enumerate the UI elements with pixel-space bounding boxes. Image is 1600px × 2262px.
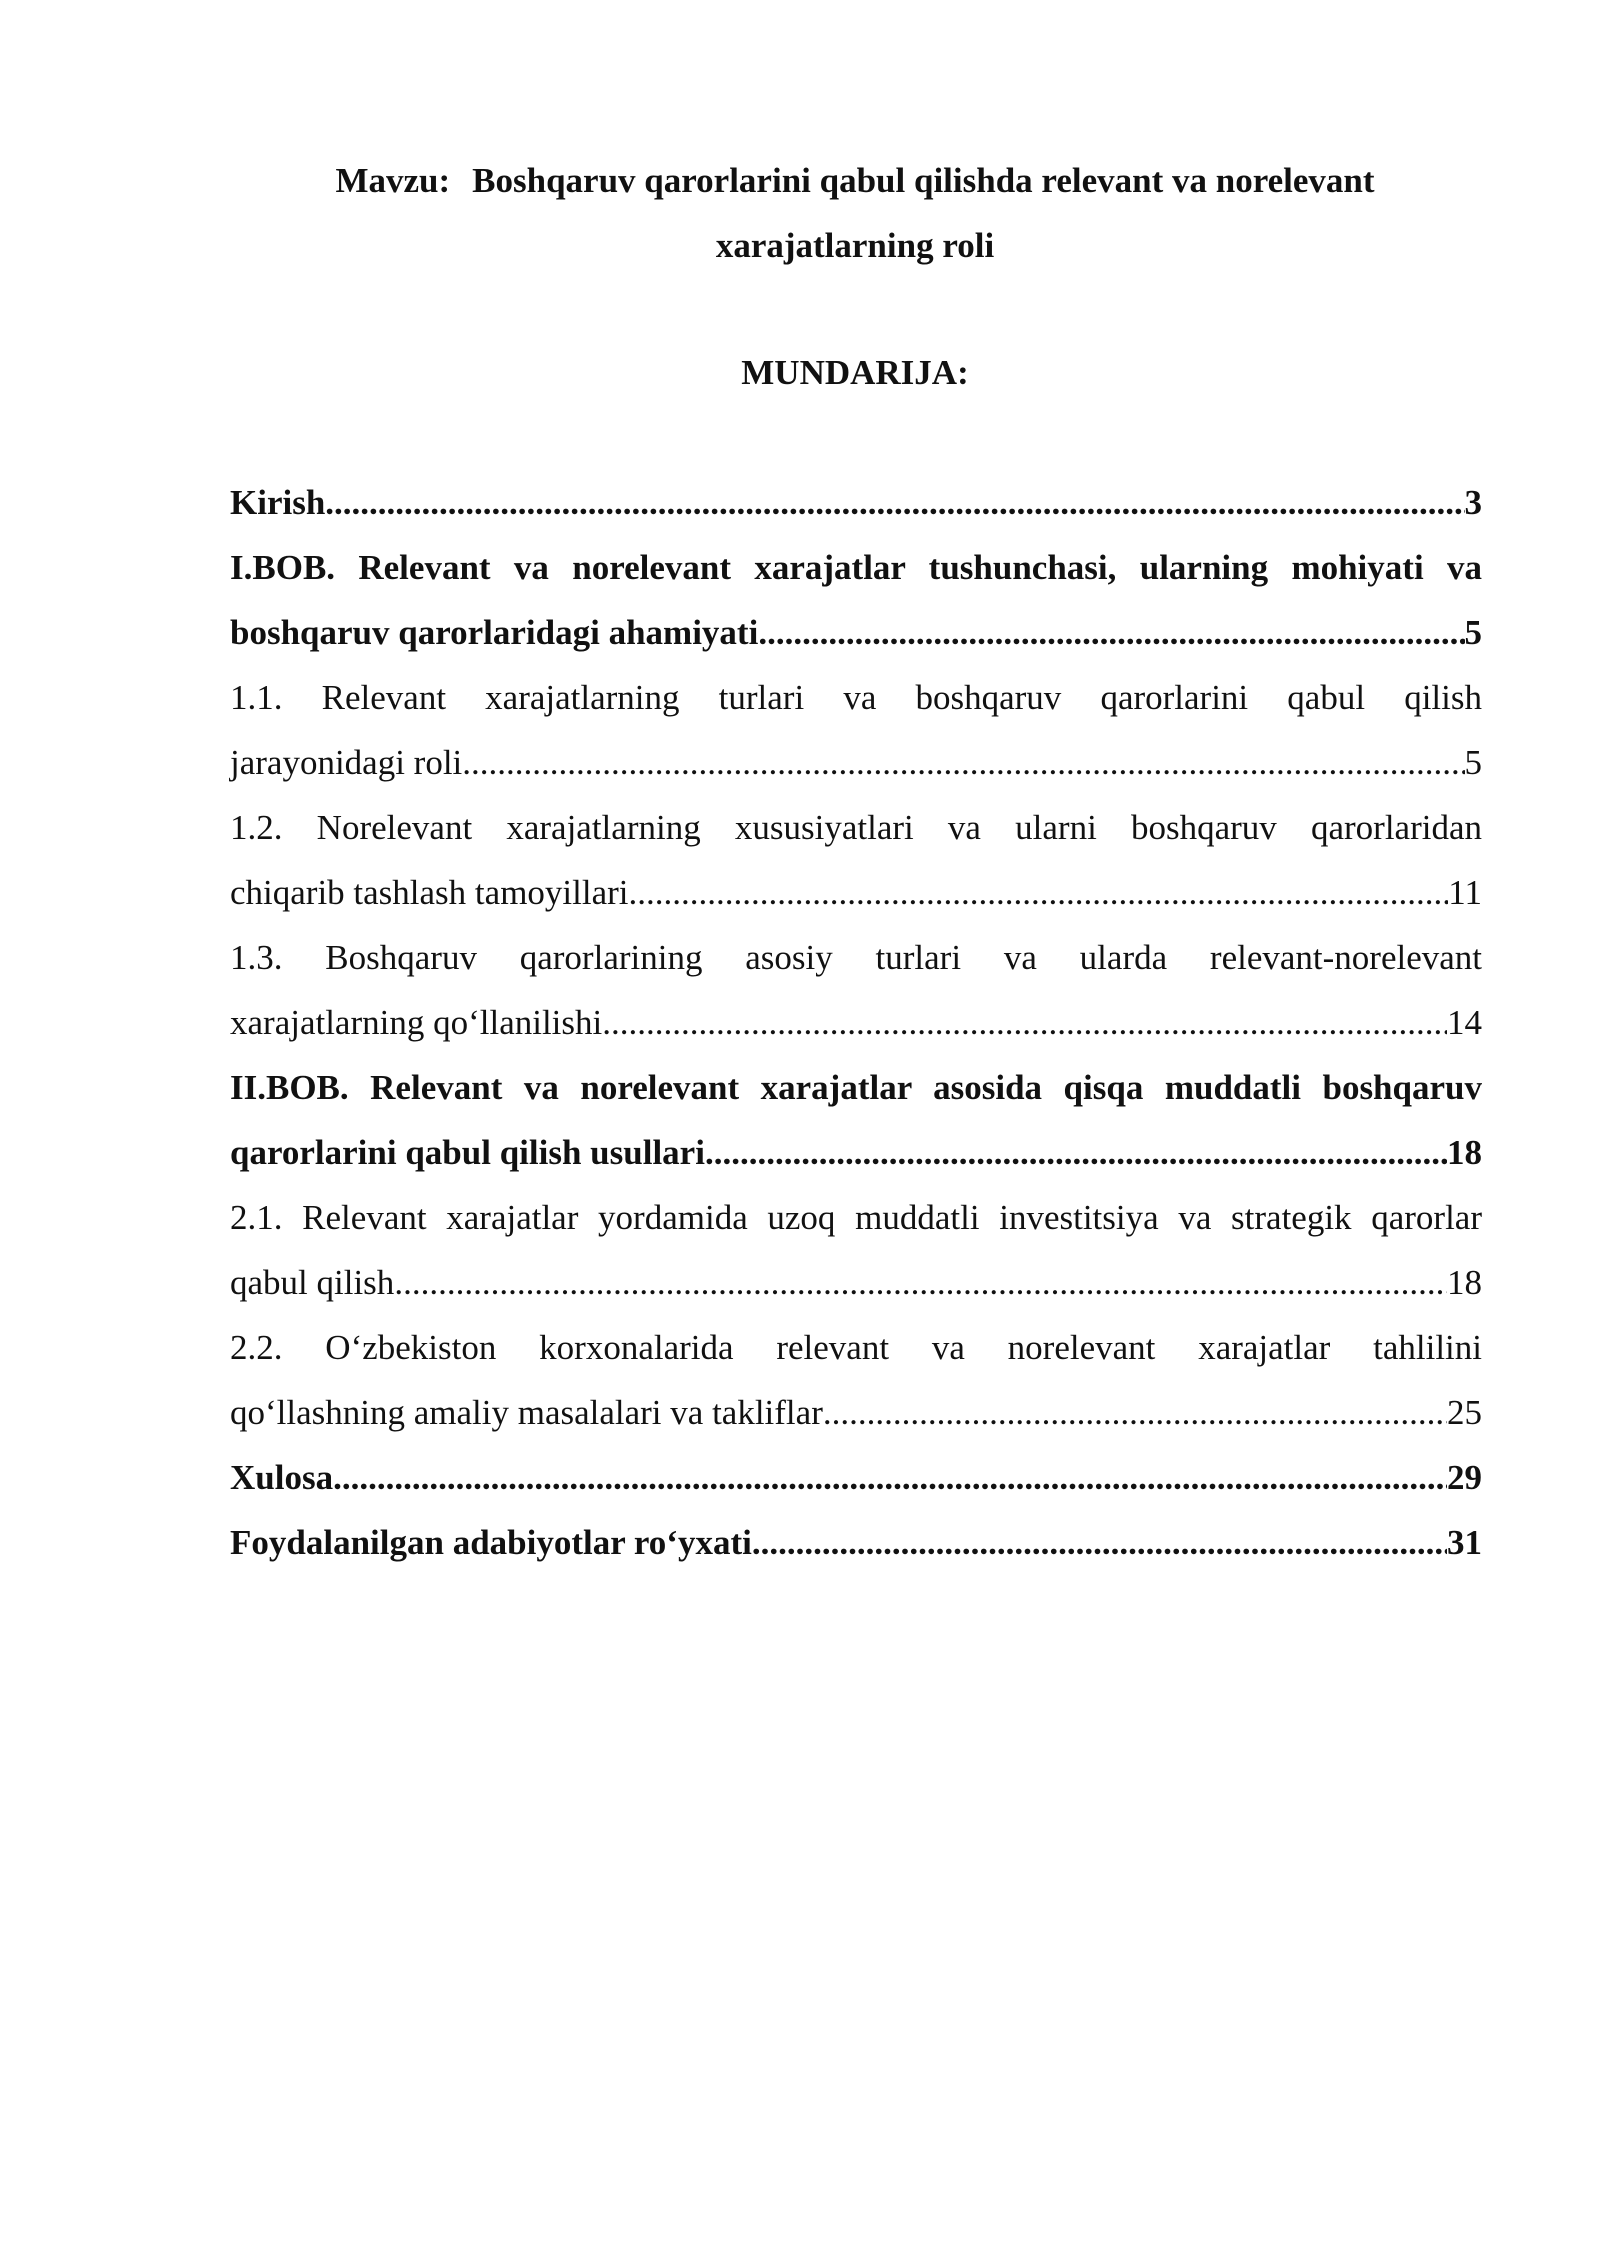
toc-entry-title: Foydalanilgan adabiyotlar ro‘yxati (230, 1523, 752, 1562)
toc-page-number: 18 (1447, 1263, 1482, 1302)
toc-entry-final-line (230, 1250, 1482, 1315)
toc-entry (230, 795, 1482, 925)
toc-entry-title: boshqaruv qarorlaridagi ahamiyati (230, 613, 759, 652)
dot-leader (705, 1120, 1447, 1185)
toc-heading: MUNDARIJA: (741, 353, 969, 392)
toc-entry-title: Xulosa (230, 1458, 334, 1497)
document-title (230, 148, 1480, 278)
toc-page-number: 5 (1464, 743, 1482, 782)
toc-entry-text-line: 1.3. Boshqaruv qarorlarining asosiy turlari va ularda relevant-norelevant (230, 938, 1482, 977)
title-label: Mavzu: (335, 161, 451, 200)
toc-entry (230, 1510, 1482, 1575)
dot-leader (752, 1510, 1447, 1575)
dot-leader (823, 1380, 1447, 1445)
toc-entry (230, 1185, 1482, 1315)
toc-page-number: 18 (1447, 1133, 1482, 1172)
dot-leader (394, 1250, 1447, 1315)
toc-entry-final-line (230, 1445, 1482, 1510)
toc-entry-title: chiqarib tashlash tamoyillari (230, 873, 629, 912)
toc-entry-final-line (230, 990, 1482, 1055)
toc-entry (230, 925, 1482, 1055)
toc-entry-title: qabul qilish (230, 1263, 395, 1302)
toc-entry-title: jarayonidagi roli (230, 743, 463, 782)
toc-entry-title: qarorlarini qabul qilish usullari (230, 1133, 705, 1172)
toc-entry-text-line: 2.1. Relevant xarajatlar yordamida uzoq muddatli investitsiya va strategik qarorlar (230, 1198, 1482, 1237)
toc-entry (230, 470, 1482, 535)
toc-entry (230, 1055, 1482, 1185)
toc-page-number: 3 (1464, 483, 1482, 522)
toc-entry-text-line: II.BOB. Relevant va norelevant xarajatlar asosida qisqa muddatli boshqaruv (230, 1068, 1482, 1107)
title-line-2: xarajatlarning roli (715, 226, 995, 265)
toc-page-number: 11 (1448, 873, 1482, 912)
toc-page-number: 31 (1447, 1523, 1482, 1562)
dot-leader (602, 990, 1447, 1055)
dot-leader (333, 1445, 1447, 1510)
dot-leader (629, 860, 1449, 925)
toc-entry-final-line (230, 1380, 1482, 1445)
toc-entry-final-line (230, 730, 1482, 795)
dot-leader (325, 470, 1464, 535)
toc-page-number: 5 (1464, 613, 1482, 652)
dot-leader (758, 600, 1464, 665)
toc-entry (230, 535, 1482, 665)
toc-entry (230, 1315, 1482, 1445)
toc-entry (230, 1445, 1482, 1510)
dot-leader (462, 730, 1464, 795)
toc-page-number: 14 (1447, 1003, 1482, 1042)
toc-entry-title: xarajatlarning qo‘llanilishi (230, 1003, 603, 1042)
toc-entry-text-line: I.BOB. Relevant va norelevant xarajatlar tushunchasi, ularning mohiyati va (230, 548, 1482, 587)
toc-entry-final-line (230, 470, 1482, 535)
toc-entry-text-line: 2.2. O‘zbekiston korxonalarida relevant va norelevant xarajatlar tahlilini (230, 1328, 1482, 1367)
toc-entry-final-line (230, 1120, 1482, 1185)
title-line-1 (230, 148, 1480, 213)
toc-entry-text-line: 1.1. Relevant xarajatlarning turlari va boshqaruv qarorlarini qabul qilish (230, 678, 1482, 717)
toc-page-number: 29 (1447, 1458, 1482, 1497)
toc-entry (230, 665, 1482, 795)
table-of-contents (230, 470, 1482, 1575)
toc-page-number: 25 (1447, 1393, 1482, 1432)
toc-entry-final-line (230, 1510, 1482, 1575)
toc-entry-title: qo‘llashning amaliy masalalari va takliflar (230, 1393, 823, 1432)
toc-entry-final-line (230, 600, 1482, 665)
toc-entry-final-line (230, 860, 1482, 925)
toc-entry-text-line: 1.2. Norelevant xarajatlarning xususiyatlari va ularni boshqaruv qarorlaridan (230, 808, 1482, 847)
toc-entry-title: Kirish (230, 483, 326, 522)
title-text-line-1: Boshqaruv qarorlarini qabul qilishda relevant va norelevant (472, 161, 1375, 200)
